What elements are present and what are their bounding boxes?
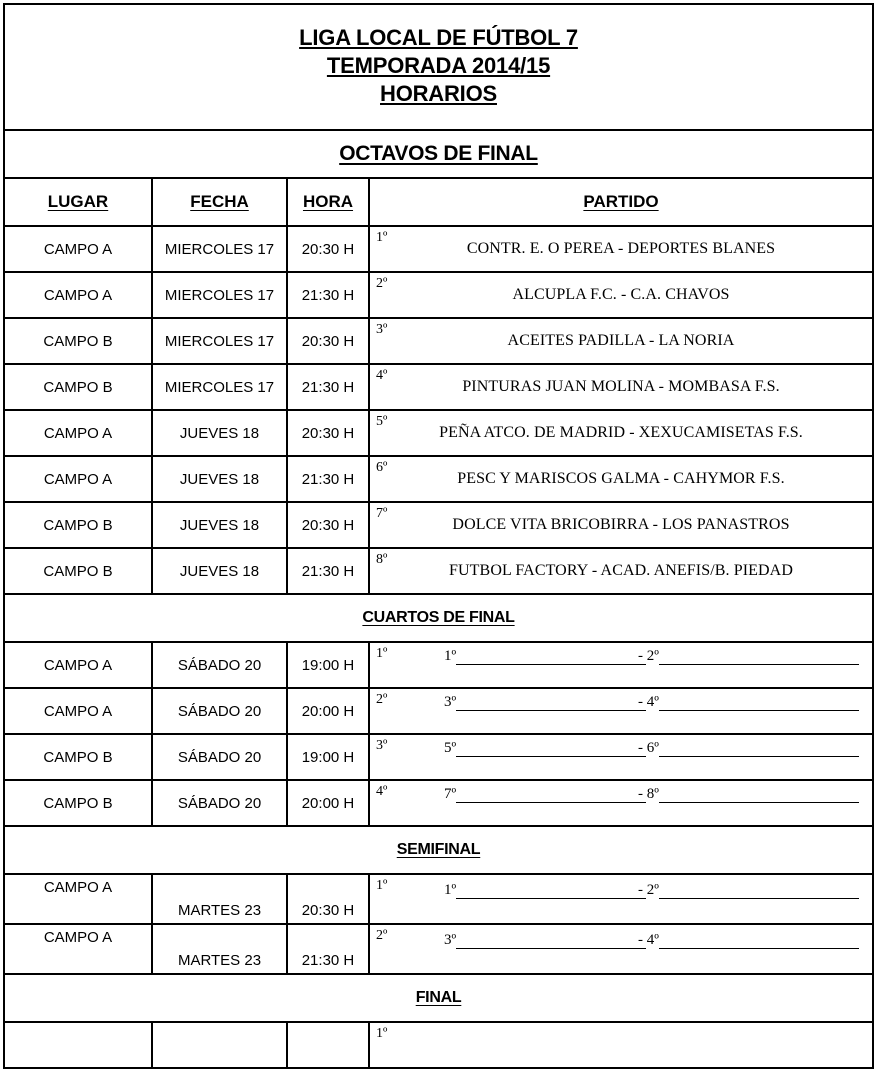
column-header-row [4, 178, 873, 226]
title-line-2: TEMPORADA 2014/15 [326, 53, 551, 79]
cell-fecha: MIERCOLES 17 [152, 364, 287, 410]
cell-partido [369, 272, 873, 318]
table-row [4, 688, 873, 734]
away-slot-label: - 2º [638, 882, 659, 898]
match-teams: ACEITES PADILLA - LA NORIA [507, 332, 735, 349]
round-header-semifinal [4, 826, 873, 874]
cell-hora: 20:00 H [287, 688, 369, 734]
table-row [4, 226, 873, 272]
match-index: 2º [376, 692, 388, 707]
table-row [4, 874, 873, 924]
column-header-fecha: FECHA [190, 192, 249, 211]
cell-hora: 20:00 H [287, 780, 369, 826]
home-slot-blank[interactable] [456, 787, 646, 803]
table-row [4, 410, 873, 456]
cell-hora: 21:30 H [287, 924, 369, 974]
away-slot [638, 694, 859, 711]
table-row [4, 502, 873, 548]
cell-hora: 20:30 H [287, 226, 369, 272]
away-slot-blank[interactable] [659, 933, 859, 949]
match-teams: CONTR. E. O PEREA - DEPORTES BLANES [466, 240, 776, 257]
cell-hora: 21:30 H [287, 364, 369, 410]
table-row [4, 364, 873, 410]
cell-partido [369, 688, 873, 734]
match-index: 8º [376, 552, 388, 567]
home-slot-label: 5º [444, 740, 457, 756]
cell-fecha: SÁBADO 20 [152, 734, 287, 780]
home-slot [444, 882, 646, 899]
cell-lugar: CAMPO A [4, 226, 152, 272]
home-slot [444, 932, 646, 949]
home-slot-blank[interactable] [456, 695, 646, 711]
cell-fecha: JUEVES 18 [152, 456, 287, 502]
home-slot [444, 786, 646, 803]
cell-hora: 19:00 H [287, 642, 369, 688]
cell-partido [369, 1022, 873, 1068]
cell-hora: 20:30 H [287, 410, 369, 456]
away-slot-blank[interactable] [659, 883, 859, 899]
column-header-lugar: LUGAR [47, 192, 109, 211]
cell-lugar: CAMPO A [4, 924, 152, 974]
cell-lugar: CAMPO B [4, 364, 152, 410]
home-slot-label: 1º [444, 648, 457, 664]
table-row [4, 642, 873, 688]
column-header-partido-cell [369, 178, 873, 226]
match-index: 4º [376, 368, 388, 383]
title-line-1: LIGA LOCAL DE FÚTBOL 7 [299, 25, 578, 51]
away-slot-label: - 8º [638, 786, 659, 802]
cell-fecha: MIERCOLES 17 [152, 318, 287, 364]
home-slot [444, 648, 646, 665]
away-slot-blank[interactable] [659, 741, 859, 757]
cell-hora: 20:30 H [287, 318, 369, 364]
match-teams: PINTURAS JUAN MOLINA - MOMBASA F.S. [462, 378, 780, 395]
match-index: 5º [376, 414, 388, 429]
cell-hora: 20:30 H [287, 874, 369, 924]
table-row [4, 780, 873, 826]
table-row [4, 456, 873, 502]
cell-fecha: SÁBADO 20 [152, 642, 287, 688]
round-title-final: FINAL [415, 989, 462, 1006]
home-slot-blank[interactable] [456, 883, 646, 899]
round-header-cell [4, 826, 873, 874]
document-title [4, 4, 873, 130]
away-slot-label: - 6º [638, 740, 659, 756]
cell-lugar: CAMPO B [4, 780, 152, 826]
round-header-cell [4, 974, 873, 1022]
match-index: 7º [376, 506, 388, 521]
cell-fecha: MARTES 23 [152, 924, 287, 974]
match-teams: FUTBOL FACTORY - ACAD. ANEFIS/B. PIEDAD [449, 562, 793, 579]
match-slots [370, 781, 872, 825]
round-header-octavos [4, 130, 873, 178]
away-slot [638, 786, 859, 803]
match-slots [370, 689, 872, 733]
cell-partido [369, 502, 873, 548]
cell-partido [369, 318, 873, 364]
away-slot-blank[interactable] [659, 695, 859, 711]
cell-partido [369, 364, 873, 410]
away-slot-label: - 2º [638, 648, 659, 664]
column-header-hora: HORA [302, 192, 354, 211]
column-header-fecha-cell [152, 178, 287, 226]
cell-lugar: CAMPO A [4, 410, 152, 456]
cell-fecha: SÁBADO 20 [152, 688, 287, 734]
table-row [4, 1022, 873, 1068]
cell-lugar: CAMPO A [4, 874, 152, 924]
home-slot-label: 7º [444, 786, 457, 802]
cell-fecha: JUEVES 18 [152, 410, 287, 456]
match-index: 2º [376, 928, 388, 943]
match-index: 6º [376, 460, 388, 475]
round-title-semifinal: SEMIFINAL [396, 841, 481, 858]
away-slot-blank[interactable] [659, 649, 859, 665]
cell-partido [369, 642, 873, 688]
cell-lugar: CAMPO B [4, 318, 152, 364]
round-header-cell [4, 594, 873, 642]
cell-hora: 21:30 H [287, 272, 369, 318]
cell-lugar: CAMPO A [4, 272, 152, 318]
cell-fecha: SÁBADO 20 [152, 780, 287, 826]
round-title-cuartos: CUARTOS DE FINAL [362, 609, 515, 626]
cell-lugar: CAMPO A [4, 642, 152, 688]
schedule-body [4, 4, 873, 1068]
home-slot [444, 740, 646, 757]
match-teams: DOLCE VITA BRICOBIRRA - LOS PANASTROS [452, 516, 790, 533]
home-slot-label: 3º [444, 694, 457, 710]
table-row [4, 734, 873, 780]
home-slot-label: 1º [444, 882, 457, 898]
cell-fecha: MIERCOLES 17 [152, 226, 287, 272]
away-slot [638, 882, 859, 899]
cell-partido [369, 548, 873, 594]
match-slots [370, 927, 872, 971]
cell-hora: 20:30 H [287, 502, 369, 548]
match-index: 2º [376, 276, 388, 291]
match-index: 4º [376, 784, 388, 799]
title-line-3: HORARIOS [380, 80, 497, 106]
match-slots [370, 877, 872, 921]
schedule-table [3, 3, 874, 1069]
round-title-octavos: OCTAVOS DE FINAL [339, 142, 538, 165]
match-index: 1º [376, 230, 388, 245]
match-index: 3º [376, 322, 388, 337]
cell-partido [369, 924, 873, 974]
cell-fecha: MIERCOLES 17 [152, 272, 287, 318]
cell-fecha: JUEVES 18 [152, 502, 287, 548]
table-row [4, 924, 873, 974]
match-index: 1º [376, 1026, 388, 1041]
home-slot-blank[interactable] [456, 933, 646, 949]
cell-hora: 21:30 H [287, 456, 369, 502]
away-slot-blank[interactable] [659, 787, 859, 803]
cell-lugar: CAMPO A [4, 456, 152, 502]
column-header-hora-cell [287, 178, 369, 226]
home-slot-label: 3º [444, 932, 457, 948]
match-index: 3º [376, 738, 388, 753]
cell-lugar [4, 1022, 152, 1068]
match-teams: PESC Y MARISCOS GALMA - CAHYMOR F.S. [457, 470, 785, 487]
round-header-cell [4, 130, 873, 178]
cell-hora: 21:30 H [287, 548, 369, 594]
cell-hora [287, 1022, 369, 1068]
cell-partido [369, 734, 873, 780]
away-slot [638, 648, 859, 665]
home-slot [444, 694, 646, 711]
cell-partido [369, 226, 873, 272]
cell-lugar: CAMPO B [4, 548, 152, 594]
cell-fecha [152, 1022, 287, 1068]
title-row [4, 4, 873, 130]
cell-partido [369, 874, 873, 924]
round-header-cuartos [4, 594, 873, 642]
match-slots [370, 643, 872, 687]
cell-partido [369, 780, 873, 826]
table-row [4, 318, 873, 364]
cell-fecha: MARTES 23 [152, 874, 287, 924]
home-slot-blank[interactable] [456, 649, 646, 665]
column-header-partido: PARTIDO [583, 192, 659, 211]
match-teams: ALCUPLA F.C. - C.A. CHAVOS [512, 286, 730, 303]
cell-fecha: JUEVES 18 [152, 548, 287, 594]
cell-lugar: CAMPO B [4, 502, 152, 548]
cell-lugar: CAMPO B [4, 734, 152, 780]
cell-lugar: CAMPO A [4, 688, 152, 734]
away-slot [638, 740, 859, 757]
table-row [4, 272, 873, 318]
cell-partido [369, 456, 873, 502]
table-row [4, 548, 873, 594]
match-slots [370, 735, 872, 779]
match-index: 1º [376, 878, 388, 893]
away-slot-label: - 4º [638, 932, 659, 948]
home-slot-blank[interactable] [456, 741, 646, 757]
cell-hora: 19:00 H [287, 734, 369, 780]
match-index: 1º [376, 646, 388, 661]
round-header-final [4, 974, 873, 1022]
column-header-lugar-cell [4, 178, 152, 226]
match-teams: PEÑA ATCO. DE MADRID - XEXUCAMISETAS F.S. [439, 424, 803, 441]
away-slot [638, 932, 859, 949]
cell-partido [369, 410, 873, 456]
away-slot-label: - 4º [638, 694, 659, 710]
